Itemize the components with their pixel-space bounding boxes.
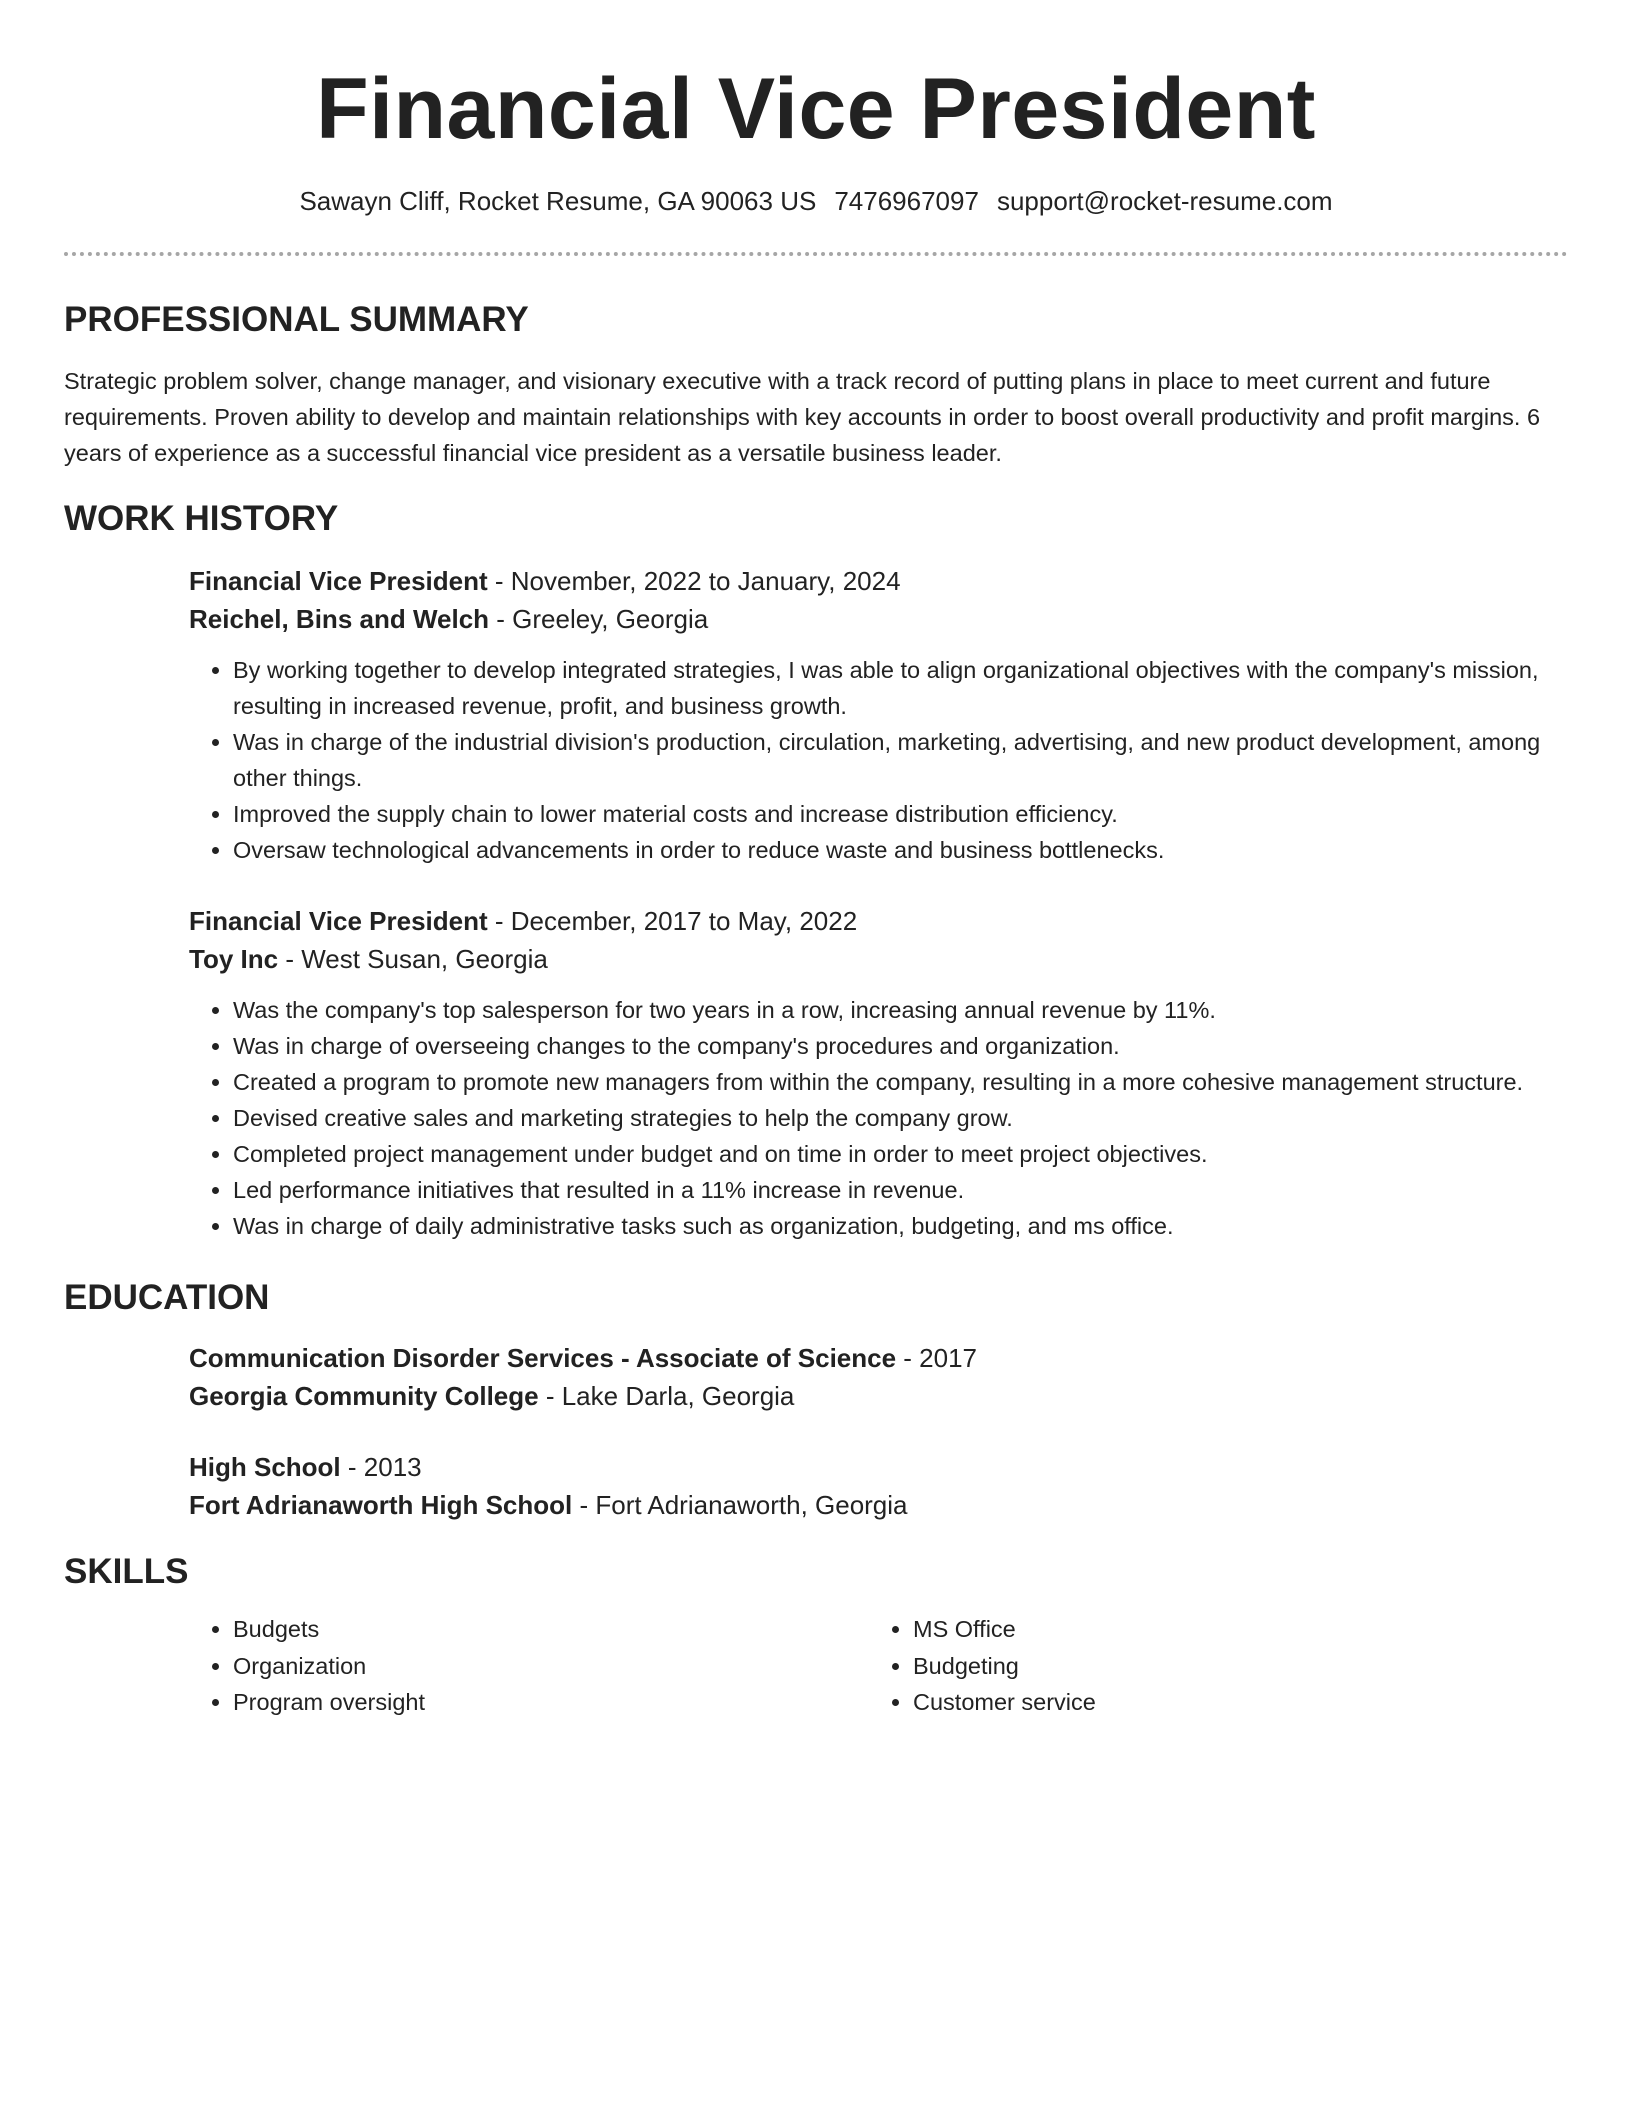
job-dates: - November, 2022 to January, 2024: [487, 566, 901, 596]
section-title-skills: SKILLS: [64, 1552, 189, 1591]
list-item: • Budgeting: [913, 1648, 1549, 1685]
contact-phone: 7476967097: [834, 186, 979, 216]
list-item: • Program oversight: [233, 1684, 869, 1721]
list-item: • MS Office: [913, 1611, 1549, 1648]
skills-list: [189, 1611, 1568, 1721]
job-company: Toy Inc: [189, 944, 279, 974]
skills-column-left: [189, 1611, 869, 1721]
list-item: • Was the company's top salesperson for two years in a row, increasing annual revenue by 11%.: [233, 992, 1568, 1028]
list-item: • Was in charge of the industrial division's production, circulation, marketing, advertising, and new product development, among other things.: [233, 724, 1568, 796]
education-school-line: [189, 1377, 1568, 1415]
education-location: - Fort Adrianaworth, Georgia: [572, 1490, 908, 1520]
education-school-line: [189, 1486, 1568, 1524]
list-item: • Customer service: [913, 1684, 1549, 1721]
education-school: Georgia Community College: [189, 1381, 539, 1411]
list-item: • Led performance initiatives that resulted in a 11% increase in revenue.: [233, 1172, 1568, 1208]
section-title-work-history: WORK HISTORY: [64, 499, 339, 538]
education-degree: Communication Disorder Services - Associate of Science: [189, 1343, 897, 1373]
list-item: • Improved the supply chain to lower material costs and increase distribution efficiency.: [233, 796, 1568, 832]
job-title-line: [189, 562, 1568, 600]
job-entry: [189, 902, 1568, 1244]
education-location: - Lake Darla, Georgia: [538, 1381, 795, 1411]
list-item: • Organization: [233, 1648, 869, 1685]
education-year: - 2017: [896, 1343, 978, 1373]
list-item: • Was in charge of daily administrative tasks such as organization, budgeting, and ms office.: [233, 1208, 1568, 1244]
job-bullets: [189, 652, 1568, 868]
list-item: • Was in charge of overseeing changes to the company's procedures and organization.: [233, 1028, 1568, 1064]
list-item: • Created a program to promote new managers from within the company, resulting in a more cohesive management structure.: [233, 1064, 1568, 1100]
education-entry: [189, 1339, 1568, 1415]
job-company-line: [189, 940, 1568, 978]
list-item: • Oversaw technological advancements in order to reduce waste and business bottlenecks.: [233, 832, 1568, 868]
summary-text: Strategic problem solver, change manager, and visionary executive with a track record of putting plans in place to meet current and future requirements. Proven ability to develop and maintain relationships with key accounts in order to boost overall productivity and profit margins. 6 years of experience as a successful financial vice president as a versatile business leader.: [64, 368, 1541, 466]
list-item: • By working together to develop integrated strategies, I was able to align organizational objectives with the company's mission, resulting in increased revenue, profit, and business growth.: [233, 652, 1568, 724]
job-location: - Greeley, Georgia: [489, 604, 709, 634]
contact-address: Sawayn Cliff, Rocket Resume, GA 90063 US: [299, 186, 817, 216]
resume-page: [64, 0, 1568, 1721]
list-item: • Completed project management under budget and on time in order to meet project objectives.: [233, 1136, 1568, 1172]
list-item: • Devised creative sales and marketing strategies to help the company grow.: [233, 1100, 1568, 1136]
job-role: Financial Vice President: [189, 906, 488, 936]
skills-column-right: [869, 1611, 1549, 1721]
education-year: - 2013: [340, 1452, 422, 1482]
education-degree-line: [189, 1339, 1568, 1377]
job-company: Reichel, Bins and Welch: [189, 604, 490, 634]
education-school: Fort Adrianaworth High School: [189, 1490, 573, 1520]
list-item: • Budgets: [233, 1611, 869, 1648]
job-title-line: [189, 902, 1568, 940]
education-entry: [189, 1448, 1568, 1524]
job-entry: [189, 562, 1568, 868]
section-title-summary: PROFESSIONAL SUMMARY: [64, 300, 529, 339]
education-degree-line: [189, 1448, 1568, 1486]
job-role: Financial Vice President: [189, 566, 488, 596]
contact-email: support@rocket-resume.com: [996, 186, 1333, 216]
job-location: - West Susan, Georgia: [278, 944, 548, 974]
education-degree: High School: [189, 1452, 341, 1482]
header-divider: [64, 252, 1568, 256]
job-bullets: [189, 992, 1568, 1244]
job-company-line: [189, 600, 1568, 638]
resume-name: Financial Vice President: [316, 61, 1316, 157]
section-title-education: EDUCATION: [64, 1278, 270, 1317]
job-dates: - December, 2017 to May, 2022: [487, 906, 858, 936]
contact-line: [64, 188, 1568, 214]
